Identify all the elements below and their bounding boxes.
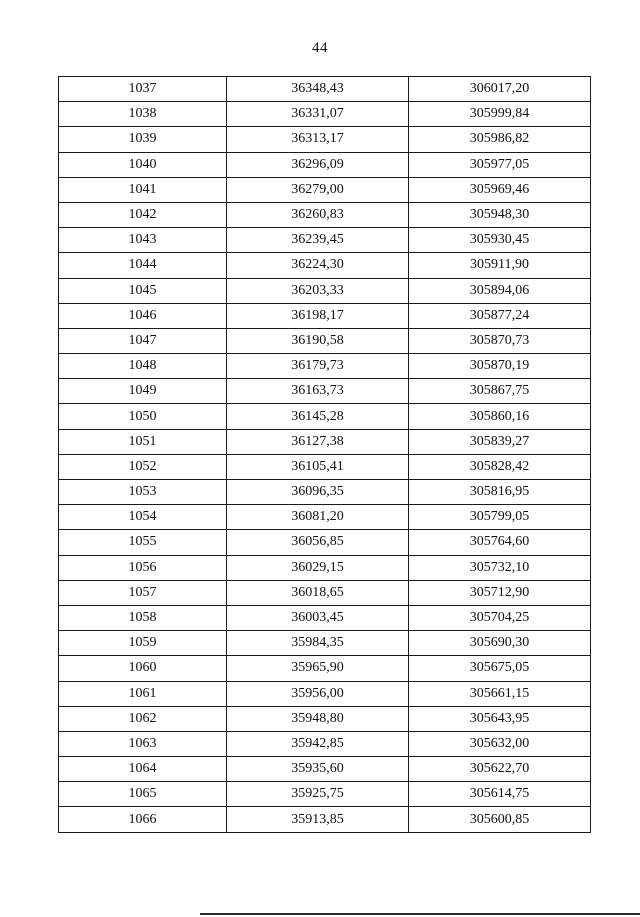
y-coordinate-cell: 305600,85 — [409, 807, 591, 832]
table-row — [59, 253, 591, 278]
y-coordinate-cell: 305870,19 — [409, 354, 591, 379]
x-coordinate-cell: 36313,17 — [227, 127, 409, 152]
x-coordinate-cell: 36003,45 — [227, 605, 409, 630]
x-coordinate-cell: 35948,80 — [227, 706, 409, 731]
x-coordinate-cell: 36190,58 — [227, 328, 409, 353]
point-number-cell: 1040 — [59, 152, 227, 177]
point-number-cell: 1062 — [59, 706, 227, 731]
y-coordinate-cell: 305712,90 — [409, 580, 591, 605]
x-coordinate-cell: 36127,38 — [227, 429, 409, 454]
x-coordinate-cell: 36198,17 — [227, 303, 409, 328]
table-row — [59, 605, 591, 630]
table-row — [59, 379, 591, 404]
y-coordinate-cell: 305986,82 — [409, 127, 591, 152]
table-row — [59, 580, 591, 605]
point-number-cell: 1066 — [59, 807, 227, 832]
y-coordinate-cell: 305894,06 — [409, 278, 591, 303]
x-coordinate-cell: 36096,35 — [227, 480, 409, 505]
point-number-cell: 1056 — [59, 555, 227, 580]
x-coordinate-cell: 36203,33 — [227, 278, 409, 303]
point-number-cell: 1037 — [59, 77, 227, 102]
point-number-cell: 1059 — [59, 631, 227, 656]
y-coordinate-cell: 305643,95 — [409, 706, 591, 731]
y-coordinate-cell: 305839,27 — [409, 429, 591, 454]
y-coordinate-cell: 305930,45 — [409, 228, 591, 253]
table-row — [59, 354, 591, 379]
point-number-cell: 1060 — [59, 656, 227, 681]
x-coordinate-cell: 35956,00 — [227, 681, 409, 706]
bottom-scan-edge — [200, 913, 640, 915]
y-coordinate-cell: 305870,73 — [409, 328, 591, 353]
y-coordinate-cell: 305704,25 — [409, 605, 591, 630]
point-number-cell: 1041 — [59, 177, 227, 202]
point-number-cell: 1043 — [59, 228, 227, 253]
y-coordinate-cell: 305799,05 — [409, 505, 591, 530]
point-number-cell: 1063 — [59, 731, 227, 756]
x-coordinate-cell: 36018,65 — [227, 580, 409, 605]
x-coordinate-cell: 35965,90 — [227, 656, 409, 681]
table-row — [59, 77, 591, 102]
table-row — [59, 782, 591, 807]
table-row — [59, 152, 591, 177]
point-number-cell: 1039 — [59, 127, 227, 152]
point-number-cell: 1045 — [59, 278, 227, 303]
x-coordinate-cell: 36163,73 — [227, 379, 409, 404]
point-number-cell: 1053 — [59, 480, 227, 505]
coordinates-table — [58, 76, 591, 833]
y-coordinate-cell: 305622,70 — [409, 757, 591, 782]
table-row — [59, 454, 591, 479]
coordinates-table-body — [59, 77, 591, 833]
point-number-cell: 1038 — [59, 102, 227, 127]
table-row — [59, 505, 591, 530]
point-number-cell: 1042 — [59, 202, 227, 227]
y-coordinate-cell: 305911,90 — [409, 253, 591, 278]
y-coordinate-cell: 305948,30 — [409, 202, 591, 227]
x-coordinate-cell: 36296,09 — [227, 152, 409, 177]
x-coordinate-cell: 36239,45 — [227, 228, 409, 253]
table-row — [59, 228, 591, 253]
x-coordinate-cell: 35925,75 — [227, 782, 409, 807]
point-number-cell: 1064 — [59, 757, 227, 782]
point-number-cell: 1046 — [59, 303, 227, 328]
table-row — [59, 127, 591, 152]
y-coordinate-cell: 305675,05 — [409, 656, 591, 681]
x-coordinate-cell: 35935,60 — [227, 757, 409, 782]
x-coordinate-cell: 36029,15 — [227, 555, 409, 580]
table-row — [59, 731, 591, 756]
table-row — [59, 530, 591, 555]
x-coordinate-cell: 36331,07 — [227, 102, 409, 127]
point-number-cell: 1065 — [59, 782, 227, 807]
table-row — [59, 631, 591, 656]
table-row — [59, 102, 591, 127]
table-row — [59, 681, 591, 706]
table-row — [59, 404, 591, 429]
y-coordinate-cell: 305860,16 — [409, 404, 591, 429]
table-row — [59, 429, 591, 454]
table-row — [59, 177, 591, 202]
point-number-cell: 1049 — [59, 379, 227, 404]
point-number-cell: 1048 — [59, 354, 227, 379]
table-row — [59, 656, 591, 681]
x-coordinate-cell: 36348,43 — [227, 77, 409, 102]
table-row — [59, 278, 591, 303]
y-coordinate-cell: 305816,95 — [409, 480, 591, 505]
y-coordinate-cell: 305764,60 — [409, 530, 591, 555]
y-coordinate-cell: 305690,30 — [409, 631, 591, 656]
point-number-cell: 1044 — [59, 253, 227, 278]
table-row — [59, 328, 591, 353]
point-number-cell: 1058 — [59, 605, 227, 630]
x-coordinate-cell: 36224,30 — [227, 253, 409, 278]
y-coordinate-cell: 305732,10 — [409, 555, 591, 580]
x-coordinate-cell: 36145,28 — [227, 404, 409, 429]
y-coordinate-cell: 305999,84 — [409, 102, 591, 127]
x-coordinate-cell: 36260,83 — [227, 202, 409, 227]
x-coordinate-cell: 35984,35 — [227, 631, 409, 656]
page-number: 44 — [312, 40, 328, 56]
x-coordinate-cell: 36081,20 — [227, 505, 409, 530]
point-number-cell: 1061 — [59, 681, 227, 706]
y-coordinate-cell: 305867,75 — [409, 379, 591, 404]
table-row — [59, 480, 591, 505]
point-number-cell: 1052 — [59, 454, 227, 479]
table-row — [59, 555, 591, 580]
point-number-cell: 1057 — [59, 580, 227, 605]
point-number-cell: 1050 — [59, 404, 227, 429]
y-coordinate-cell: 305614,75 — [409, 782, 591, 807]
table-row — [59, 807, 591, 832]
x-coordinate-cell: 36105,41 — [227, 454, 409, 479]
point-number-cell: 1047 — [59, 328, 227, 353]
table-row — [59, 202, 591, 227]
x-coordinate-cell: 35913,85 — [227, 807, 409, 832]
x-coordinate-cell: 36279,00 — [227, 177, 409, 202]
x-coordinate-cell: 36179,73 — [227, 354, 409, 379]
y-coordinate-cell: 305661,15 — [409, 681, 591, 706]
y-coordinate-cell: 306017,20 — [409, 77, 591, 102]
y-coordinate-cell: 305977,05 — [409, 152, 591, 177]
y-coordinate-cell: 305828,42 — [409, 454, 591, 479]
y-coordinate-cell: 305632,00 — [409, 731, 591, 756]
y-coordinate-cell: 305877,24 — [409, 303, 591, 328]
x-coordinate-cell: 36056,85 — [227, 530, 409, 555]
point-number-cell: 1055 — [59, 530, 227, 555]
table-row — [59, 757, 591, 782]
x-coordinate-cell: 35942,85 — [227, 731, 409, 756]
table-row — [59, 303, 591, 328]
point-number-cell: 1054 — [59, 505, 227, 530]
y-coordinate-cell: 305969,46 — [409, 177, 591, 202]
table-row — [59, 706, 591, 731]
point-number-cell: 1051 — [59, 429, 227, 454]
